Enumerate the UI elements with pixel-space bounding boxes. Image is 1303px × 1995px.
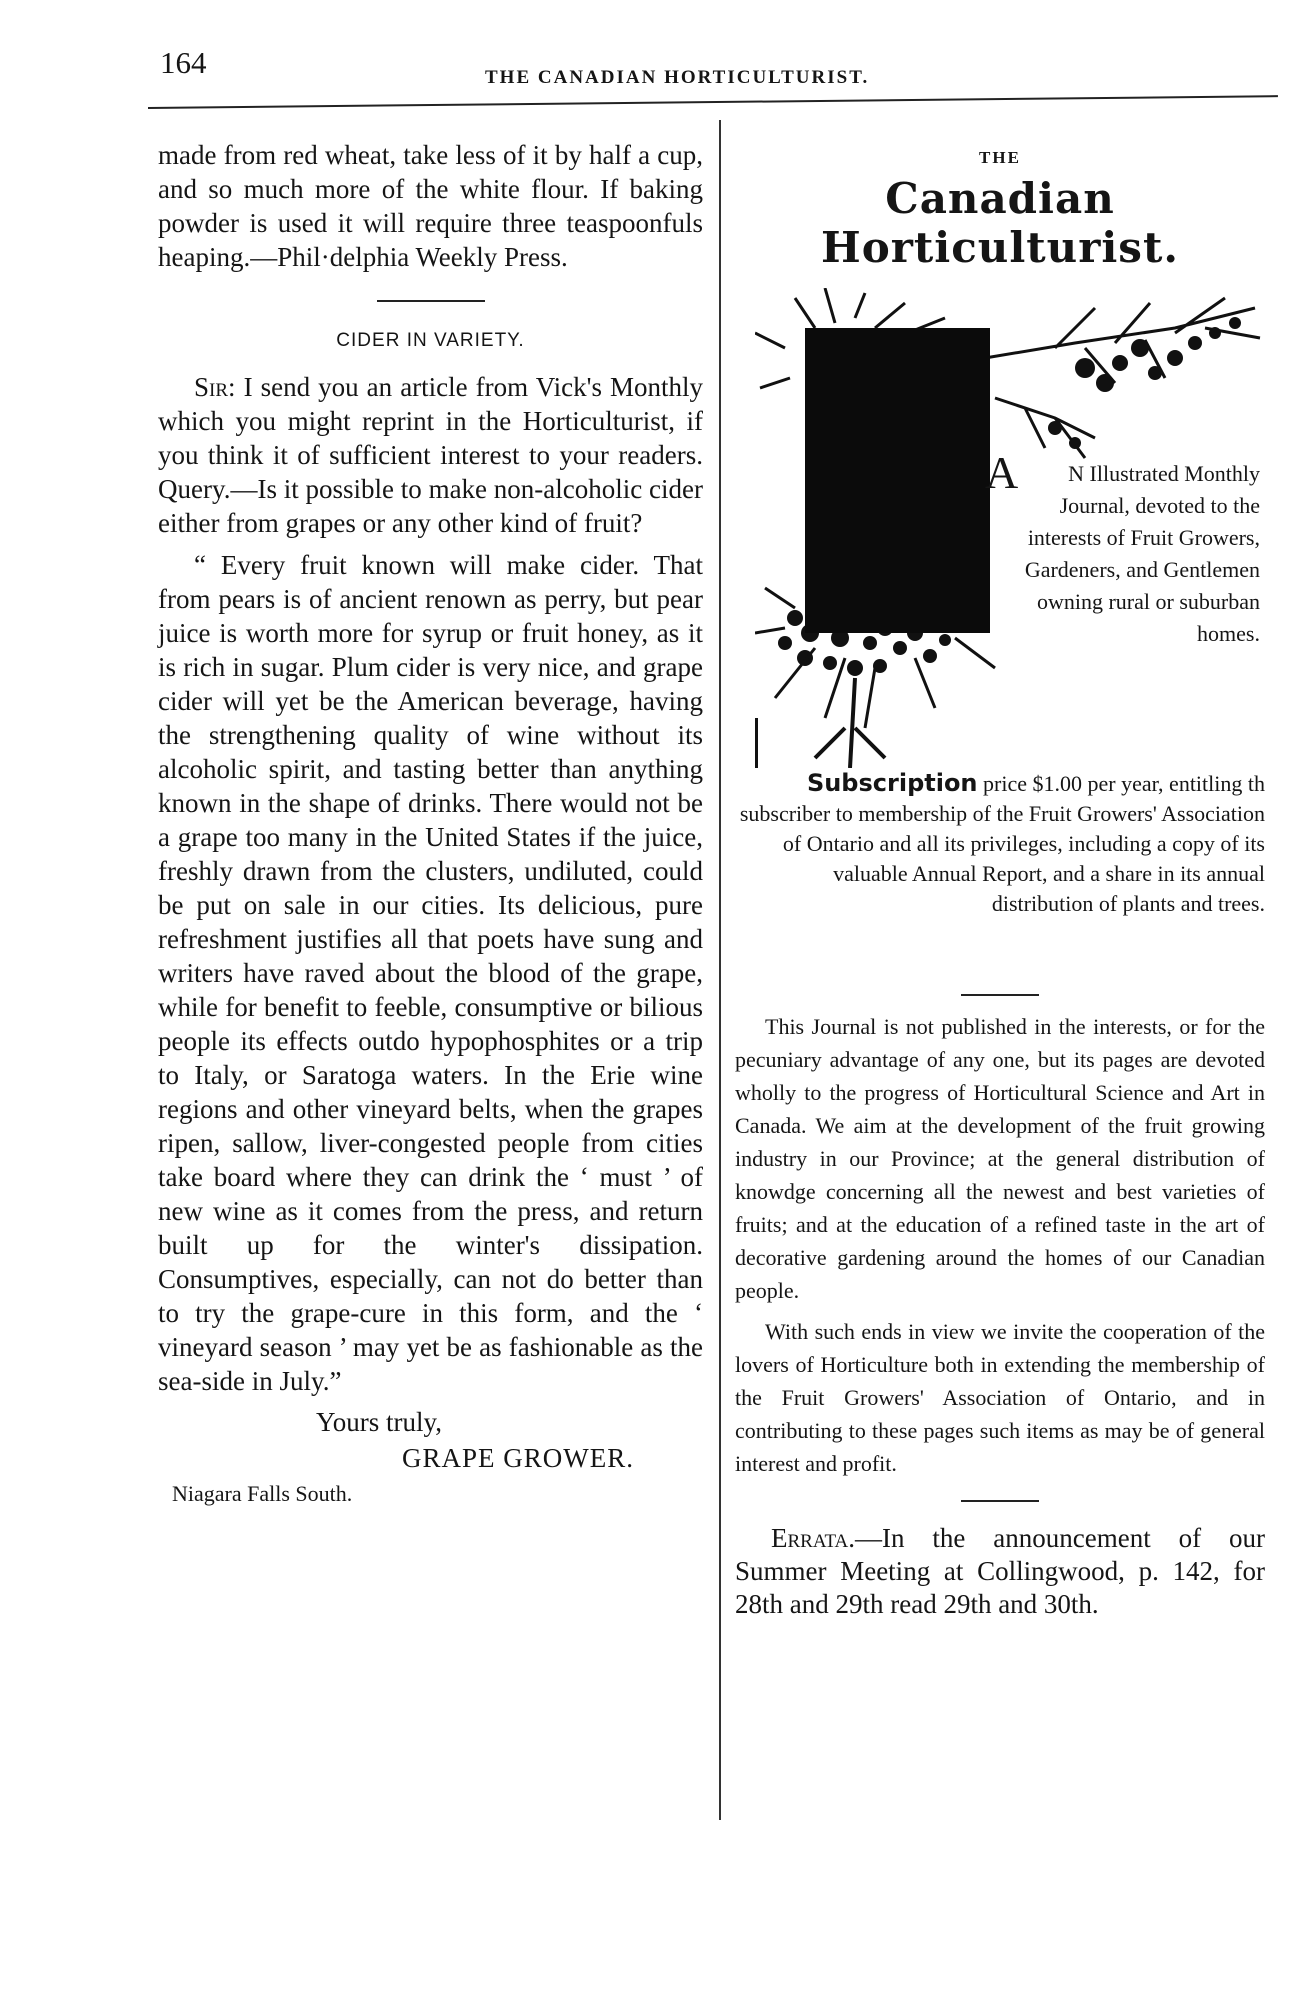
- page-number: 164: [160, 45, 207, 80]
- masthead-the: THE: [979, 148, 1021, 167]
- masthead-description-text: N Illustrated Monthly Journal, devoted to the interests of Fruit Growers, Gardeners, and Gentlemen owning rural or suburban homes.: [1024, 461, 1260, 646]
- subscription-label: Subscription: [806, 769, 978, 797]
- masthead-title: Canadian Horticulturist.: [821, 174, 1179, 272]
- masthead-description: [985, 447, 1260, 650]
- errata-paragraph: [735, 1522, 1265, 1621]
- intro-paragraph: made from red wheat, take less of it by half a cup, and so much more of the white flour. If baking powder is used it will require three teaspoonfuls heaping.—Phil·delphia Weekly Press.: [158, 140, 703, 272]
- column-divider: [719, 120, 721, 1820]
- running-title: THE CANADIAN HORTICULTURIST.: [485, 67, 870, 88]
- dropcap-letter: A: [985, 447, 1019, 498]
- letter-paragraph: [158, 370, 703, 540]
- masthead-illustration-block: [735, 288, 1265, 978]
- closing-block: [158, 1404, 703, 1512]
- subscription-block: [735, 768, 1265, 919]
- journal-paragraph-2: With such ends in view we invite the cooperation of the lovers of Horticulture both in extending the membership of the Fruit Growers' Association of Ontario, and in contributing to these pages such items as may be of general interest and profit.: [735, 1319, 1265, 1476]
- quote-paragraph: “ Every fruit known will make cider. That from pears is of ancient renown as perry, but pear juice is worth more for syrup or fruit honey, as it is rich in sugar. Plum cider is very nice, and grape cider will yet be the American beverage, having the strengthening quality of wine without its alcoholic spirit, and tasting better than anything known in the shape of drinks. There would not be a grape too many in the United States if the juice, freshly drawn from the clusters, undiluted, could be put on sale in our cities. Its delicious, pure refreshment justifies all that poets have sung and writers have raved about the blood of the grape, while for benefit to feeble, consumptive or bilious people its effects outdo hypophosphites or a trip to Italy, or Saratoga waters. In the Erie wine regions and other vineyard belts, when the grapes ripen, sallow, liver-congested people from cities take board where they can drink the ‘ must ’ of new wine as it comes from the press, and return built up for the winter's dissipation. Consumptives, especially, can not do better than to try the grape-cure in this form, and the ‘ vineyard season ’ may yet be as fashionable as the sea-side in July.”: [158, 550, 703, 1396]
- dark-picture-panel: [805, 328, 990, 633]
- right-rule-2: [961, 1500, 1039, 1502]
- closing-line: Yours truly,: [316, 1407, 443, 1437]
- section-heading: CIDER IN VARIETY.: [336, 330, 525, 351]
- journal-paragraph-1: This Journal is not published in the interests, or for the pecuniary advantage of any one, but its pages are devoted wholly to the progress of Horticultural Science and Art in Canada. We aim at the development of the fruit growing industry in our Province; at the general distribution of knowdge concerning all the newest and best varieties of fruits; and at the education of a refined taste in the art of decorative gardening around the homes of our Canadian people.: [735, 1014, 1265, 1303]
- errata-text: —In the announcement of our Summer Meeting at Collingwood, p. 142, for 28th and 29th read 29th and 30th.: [735, 1523, 1265, 1619]
- header-rule: [148, 95, 1278, 109]
- page-header: [160, 45, 1230, 95]
- left-column: [158, 138, 703, 1512]
- errata-label: Errata.: [771, 1523, 856, 1553]
- letter-body: : I send you an article from Vick's Monthly which you might reprint in the Horticulturist, if you think it of sufficient interest to your readers. Query.—Is it possible to make non-alcoholic cider either from grapes or any other kind of fruit?: [158, 372, 703, 538]
- right-rule-1: [961, 994, 1039, 996]
- signature: GRAPE GROWER.: [402, 1443, 635, 1473]
- letter-salutation: Sir: [194, 372, 229, 402]
- right-column: [735, 148, 1265, 1621]
- subscription-text: price $1.00 per year, entitling th subscriber to membership of the Fruit Growers' Association of Ontario and all its privileges, including a copy of its valuable Annual Report, and a share in its annual distribution of plants and trees.: [739, 771, 1265, 916]
- section-rule: [377, 300, 485, 302]
- place-line: Niagara Falls South.: [172, 1481, 353, 1506]
